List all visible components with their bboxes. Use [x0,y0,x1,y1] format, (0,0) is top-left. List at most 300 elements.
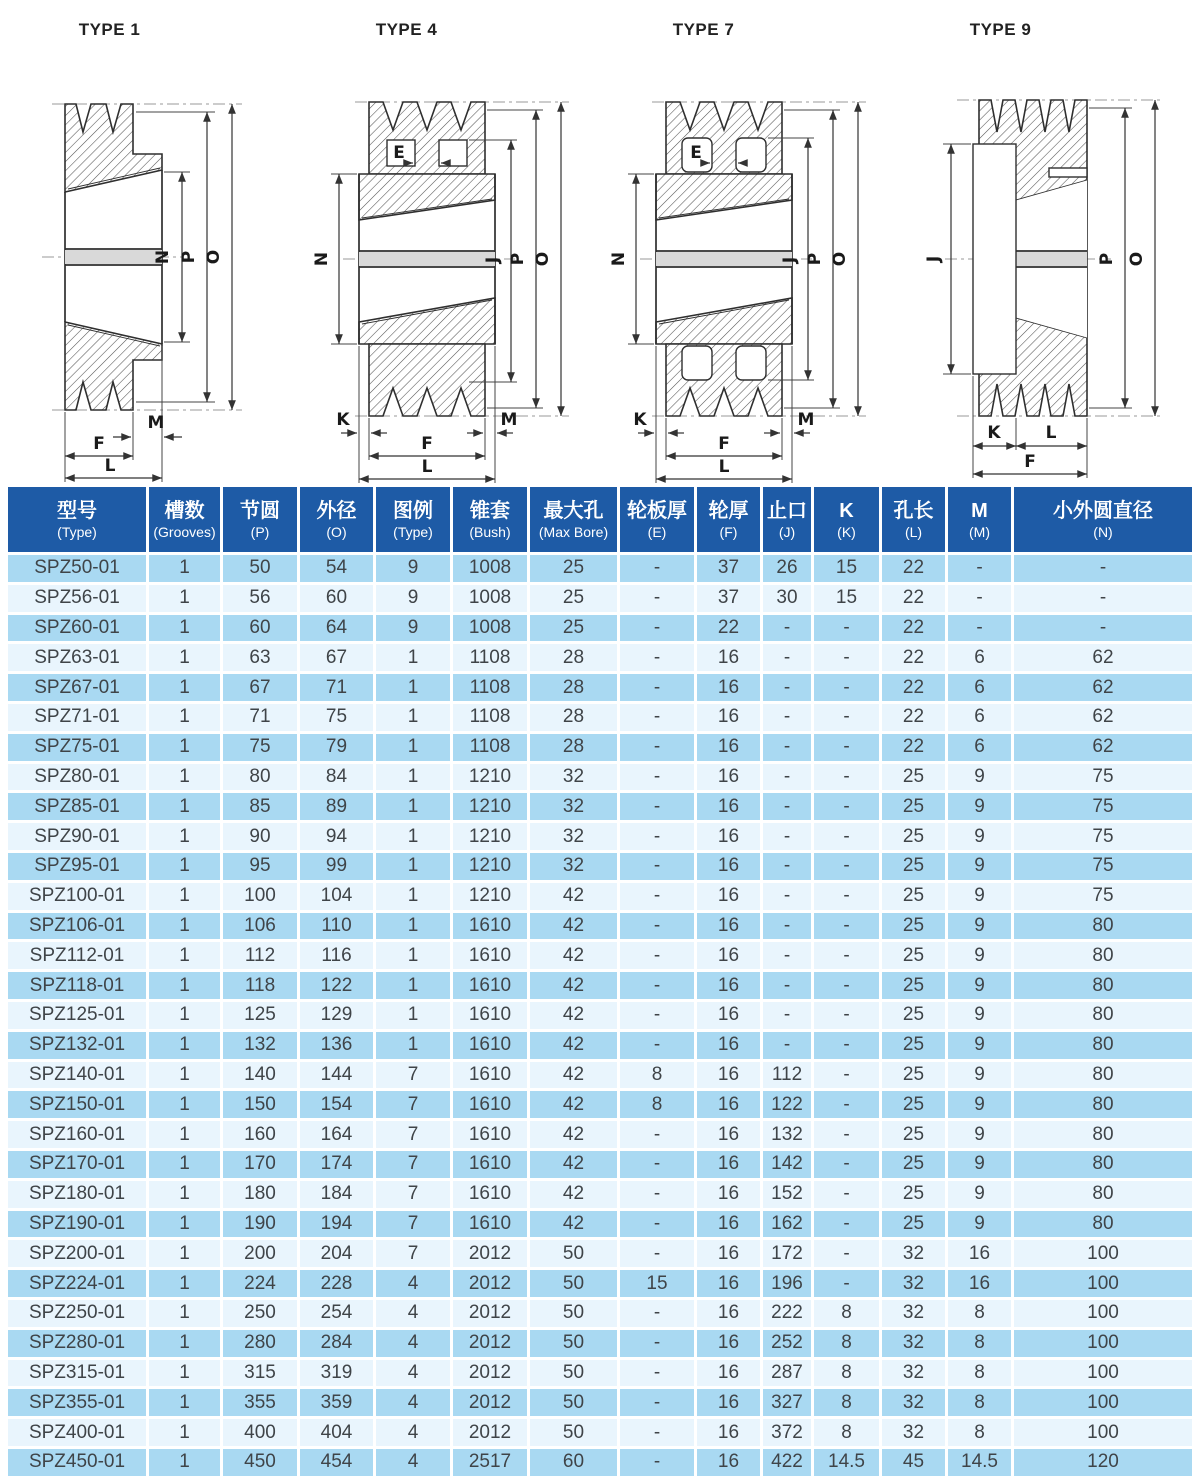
spec-cell: SPZ90-01 [8,820,146,850]
spec-cell: 1 [146,701,220,731]
spec-cell: - [945,582,1011,612]
dim-label-m: M [147,413,164,433]
table-row [8,1386,1192,1416]
spec-cell: 104 [297,880,373,910]
spec-cell: SPZ125-01 [8,999,146,1029]
spec-cell: 14.5 [811,1446,879,1476]
spec-cell: - [760,612,811,642]
column-header [373,487,450,552]
dim-label-l: L [1045,423,1056,443]
spec-cell: - [617,910,694,940]
spec-cell: - [617,1357,694,1387]
spec-cell: 37 [694,552,760,582]
column-header-cn: 型号 [57,499,97,522]
spec-cell: 60 [297,582,373,612]
column-header [146,487,220,552]
spec-cell: 9 [945,1029,1011,1059]
spec-cell: 2012 [450,1357,527,1387]
spec-cell: 16 [945,1267,1011,1297]
spec-cell: 75 [1011,790,1192,820]
spec-cell: 80 [1011,1118,1192,1148]
spec-cell: 1 [373,969,450,999]
table-row [8,999,1192,1029]
spec-cell: - [617,671,694,701]
spec-cell: 2012 [450,1297,527,1327]
spec-cell: SPZ190-01 [8,1208,146,1238]
dim-label-j: J [923,255,944,263]
spec-cell: 9 [945,1118,1011,1148]
spec-cell: 1 [146,850,220,880]
table-row [8,1297,1192,1327]
spec-cell: 56 [220,582,297,612]
spec-cell: 25 [879,1148,945,1178]
spec-cell: 359 [297,1386,373,1416]
spec-cell: 25 [879,790,945,820]
spec-cell: - [617,612,694,642]
spec-cell: 1 [146,969,220,999]
spec-cell: 4 [373,1416,450,1446]
spec-cell: 16 [694,850,760,880]
spec-cell: 25 [879,761,945,791]
spec-cell: 142 [760,1148,811,1178]
spec-cell: 160 [220,1118,297,1148]
spec-cell: 80 [1011,969,1192,999]
spec-cell: 25 [879,1208,945,1238]
spec-cell: 122 [297,969,373,999]
spec-cell: - [760,1029,811,1059]
spec-cell: 16 [694,1446,760,1476]
spec-cell: SPZ250-01 [8,1297,146,1327]
spec-cell: 132 [760,1118,811,1148]
spec-cell: 1610 [450,1059,527,1089]
spec-cell: 1 [146,939,220,969]
spec-cell: - [617,790,694,820]
spec-cell: - [811,999,879,1029]
spec-cell: 89 [297,790,373,820]
dim-label-f: F [92,434,105,454]
spec-cell: 1 [373,731,450,761]
spec-cell: 25 [527,612,617,642]
spec-cell: 2517 [450,1446,527,1476]
spec-cell: SPZ118-01 [8,969,146,999]
column-header-cn: 节圆 [240,499,280,522]
spec-cell: SPZ150-01 [8,1088,146,1118]
spec-cell: SPZ112-01 [8,939,146,969]
spec-cell: 32 [879,1416,945,1446]
spec-cell: 1008 [450,612,527,642]
dim-label-n: N [311,251,332,267]
spec-cell: 100 [1011,1297,1192,1327]
spec-cell: 100 [1011,1267,1192,1297]
spec-cell: - [811,1148,879,1178]
column-header-en: (P) [250,523,270,540]
spec-cell: SPZ85-01 [8,790,146,820]
spec-cell: - [1011,582,1192,612]
spec-cell: 28 [527,701,617,731]
diagram-title: TYPE 9 [969,20,1032,39]
spec-cell: 25 [879,1059,945,1089]
spec-cell: 284 [297,1327,373,1357]
spec-cell: - [617,701,694,731]
spec-cell: 194 [297,1208,373,1238]
spec-cell: - [811,1208,879,1238]
spec-cell: 42 [527,1208,617,1238]
spec-cell: 16 [694,671,760,701]
spec-cell: 14.5 [945,1446,1011,1476]
spec-cell: 75 [1011,761,1192,791]
spec-cell: 16 [694,790,760,820]
spec-cell: 112 [760,1059,811,1089]
spec-cell: 22 [694,612,760,642]
spec-cell: SPZ400-01 [8,1416,146,1446]
spec-cell: 15 [811,582,879,612]
spec-cell: 125 [220,999,297,1029]
spec-cell: - [811,1059,879,1089]
spec-cell: - [811,1029,879,1059]
spec-cell: - [617,552,694,582]
spec-cell: 100 [1011,1416,1192,1446]
spec-cell: 32 [879,1297,945,1327]
spec-cell: 32 [527,790,617,820]
spec-cell: - [617,1118,694,1148]
spec-cell: 7 [373,1088,450,1118]
diagram-title: TYPE 4 [375,20,438,39]
spec-cell: 154 [297,1088,373,1118]
spec-cell: SPZ106-01 [8,910,146,940]
spec-cell: 7 [373,1148,450,1178]
spec-cell: - [617,969,694,999]
column-header-en: (F) [719,523,738,540]
spec-cell: SPZ132-01 [8,1029,146,1059]
spec-cell: - [617,1029,694,1059]
spec-cell: 8 [811,1357,879,1387]
spec-cell: 32 [879,1237,945,1267]
spec-cell: 16 [694,1237,760,1267]
spec-cell: 94 [297,820,373,850]
spec-cell: 1 [146,1059,220,1089]
spec-cell: 62 [1011,641,1192,671]
spec-cell: 1 [146,1357,220,1387]
spec-cell: 180 [220,1178,297,1208]
spec-cell: SPZ80-01 [8,761,146,791]
spec-cell: 25 [527,552,617,582]
spec-cell: 25 [879,850,945,880]
spec-cell: 1 [146,1327,220,1357]
spec-cell: 129 [297,999,373,1029]
spec-cell: 1610 [450,1088,527,1118]
diagram-type-9 [897,0,1194,487]
spec-cell: 287 [760,1357,811,1387]
spec-cell: 1610 [450,939,527,969]
spec-cell: 450 [220,1446,297,1476]
dim-label-l: L [718,457,729,477]
spec-cell: - [811,761,879,791]
spec-cell: 16 [694,1118,760,1148]
spec-cell: - [811,1178,879,1208]
column-header [879,487,945,552]
spec-cell: 1 [146,1446,220,1476]
spec-cell: 32 [527,761,617,791]
header-row [8,487,1192,552]
spec-cell: 32 [879,1386,945,1416]
spec-cell: - [811,1237,879,1267]
spec-cell: 184 [297,1178,373,1208]
spec-cell: SPZ315-01 [8,1357,146,1387]
spec-cell: - [811,671,879,701]
spec-cell: 8 [617,1059,694,1089]
spec-cell: 95 [220,850,297,880]
spec-cell: 50 [527,1237,617,1267]
spec-cell: 2012 [450,1386,527,1416]
column-header-en: (Type) [393,523,433,540]
column-header-en: (O) [326,523,347,540]
spec-cell: 4 [373,1297,450,1327]
spec-cell: 2012 [450,1267,527,1297]
spec-cell: 26 [760,552,811,582]
spec-cell: 6 [945,641,1011,671]
table-row [8,1178,1192,1208]
table-row [8,939,1192,969]
diagram-title: TYPE 1 [78,20,141,39]
spec-cell: - [617,1327,694,1357]
spec-cell: - [760,999,811,1029]
spec-cell: 80 [1011,1029,1192,1059]
spec-cell: 22 [879,582,945,612]
spec-cell: 80 [1011,1208,1192,1238]
spec-cell: 1210 [450,880,527,910]
dim-label-p: P [507,252,528,266]
spec-cell: 75 [1011,850,1192,880]
spec-cell: 164 [297,1118,373,1148]
spec-cell: - [811,820,879,850]
spec-cell: 22 [879,612,945,642]
spec-cell: 9 [945,910,1011,940]
pulley-body [656,102,792,416]
spec-cell: SPZ95-01 [8,850,146,880]
spec-cell: 9 [373,612,450,642]
spec-table [8,487,1192,1476]
spec-cell: 25 [879,820,945,850]
spec-cell: 50 [527,1267,617,1297]
column-header [694,487,760,552]
spec-cell: 4 [373,1446,450,1476]
table-row [8,582,1192,612]
column-header-en: (L) [904,523,923,540]
spec-cell: 280 [220,1327,297,1357]
spec-cell: - [811,701,879,731]
spec-cell: 7 [373,1208,450,1238]
spec-cell: 8 [945,1327,1011,1357]
spec-cell: 9 [945,820,1011,850]
spec-cell: 1 [146,1118,220,1148]
table-row [8,1327,1192,1357]
spec-cell: SPZ56-01 [8,582,146,612]
spec-cell: 16 [694,1059,760,1089]
spec-cell: 75 [1011,820,1192,850]
dim-label-k: K [986,423,1001,443]
spec-cell: - [811,850,879,880]
table-row [8,1088,1192,1118]
spec-cell: - [945,612,1011,642]
spec-cell: 71 [297,671,373,701]
spec-cell: 80 [1011,1148,1192,1178]
spec-cell: 54 [297,552,373,582]
spec-cell: SPZ100-01 [8,880,146,910]
spec-cell: 50 [527,1357,617,1387]
spec-cell: 8 [945,1297,1011,1327]
spec-cell: 1210 [450,761,527,791]
column-header [297,487,373,552]
spec-cell: 80 [1011,939,1192,969]
spec-cell: 2012 [450,1237,527,1267]
spec-cell: 1610 [450,999,527,1029]
spec-cell: 25 [879,880,945,910]
spec-cell: 1 [146,820,220,850]
spec-cell: 75 [297,701,373,731]
diagram-type-4 [303,0,600,487]
spec-cell: 42 [527,1148,617,1178]
spec-cell: 28 [527,641,617,671]
spec-cell: 1 [146,641,220,671]
spec-cell: 1 [373,790,450,820]
spec-cell: 120 [1011,1446,1192,1476]
dim-label-o: O [829,251,850,267]
dim-label-f: F [1023,452,1036,472]
column-header [220,487,297,552]
pulley-cross-section-drawing [901,42,1191,487]
table-row [8,1267,1192,1297]
spec-cell: 1 [146,1208,220,1238]
spec-cell: 372 [760,1416,811,1446]
spec-cell: 1 [146,1267,220,1297]
column-header-cn: 槽数 [164,499,205,522]
table-row [8,552,1192,582]
table-row [8,761,1192,791]
spec-cell: 28 [527,671,617,701]
spec-cell: SPZ170-01 [8,1148,146,1178]
spec-cell: - [811,969,879,999]
spec-cell: - [617,880,694,910]
spec-cell: 15 [811,552,879,582]
spec-cell: 1610 [450,1118,527,1148]
spec-cell: - [760,641,811,671]
table-row [8,880,1192,910]
column-header-cn: 小外圆直径 [1053,499,1153,522]
spec-cell: SPZ200-01 [8,1237,146,1267]
spec-cell: 16 [694,1297,760,1327]
spec-cell: 144 [297,1059,373,1089]
spec-cell: 42 [527,910,617,940]
spec-cell: 118 [220,969,297,999]
spec-cell: 1610 [450,1178,527,1208]
pulley-cross-section-drawing [10,42,300,487]
spec-cell: 8 [945,1416,1011,1446]
spec-cell: - [617,641,694,671]
pulley-body [973,100,1087,416]
dim-label-e: E [689,143,702,163]
column-header [527,487,617,552]
spec-cell: 62 [1011,731,1192,761]
spec-cell: 32 [879,1267,945,1297]
spec-cell: 1610 [450,1148,527,1178]
spec-cell: 7 [373,1059,450,1089]
spec-cell: 228 [297,1267,373,1297]
spec-cell: SPZ160-01 [8,1118,146,1148]
table-row [8,1208,1192,1238]
column-header-en: (E) [647,523,667,540]
column-header-cn: M [971,499,988,522]
column-header-en: (N) [1093,523,1113,540]
pulley-body [359,102,495,416]
spec-cell: - [617,1297,694,1327]
spec-cell: 16 [945,1237,1011,1267]
spec-cell: 1 [146,1416,220,1446]
dim-label-k: K [335,410,350,430]
spec-cell: - [617,582,694,612]
spec-cell: 16 [694,999,760,1029]
spec-cell: 30 [760,582,811,612]
table-row [8,1446,1192,1476]
spec-cell: 1 [146,1386,220,1416]
table-row [8,1357,1192,1387]
spec-cell: 100 [220,880,297,910]
spec-cell: 1 [146,910,220,940]
table-row [8,1416,1192,1446]
spec-cell: 1108 [450,731,527,761]
spec-cell: 422 [760,1446,811,1476]
column-header-cn: 图例 [393,499,433,522]
column-header [1011,487,1192,552]
spec-cell: SPZ140-01 [8,1059,146,1089]
spec-cell: - [760,701,811,731]
spec-cell: 106 [220,910,297,940]
spec-cell: 79 [297,731,373,761]
spec-cell: 16 [694,1386,760,1416]
spec-cell: - [760,790,811,820]
spec-cell: 1 [373,1029,450,1059]
spec-cell: 16 [694,1178,760,1208]
spec-cell: 22 [879,552,945,582]
spec-cell: 16 [694,1148,760,1178]
spec-cell: SPZ355-01 [8,1386,146,1416]
spec-cell: 25 [879,1178,945,1208]
spec-cell: 1 [146,1237,220,1267]
spec-cell: 1 [373,939,450,969]
spec-cell: 1610 [450,969,527,999]
spec-cell: 162 [760,1208,811,1238]
spec-cell: 16 [694,939,760,969]
spec-cell: 80 [1011,1178,1192,1208]
spec-cell: 1 [146,582,220,612]
spec-cell: 1 [373,850,450,880]
spec-cell: 84 [297,761,373,791]
spec-cell: 67 [297,641,373,671]
table-row [8,1237,1192,1267]
spec-cell: 25 [527,582,617,612]
spec-cell: - [760,761,811,791]
spec-cell: - [617,1446,694,1476]
spec-cell: - [1011,612,1192,642]
spec-cell: 1 [146,671,220,701]
spec-cell: 9 [945,1059,1011,1089]
spec-cell: - [811,880,879,910]
spec-cell: 22 [879,731,945,761]
spec-cell: - [811,939,879,969]
spec-cell: - [760,969,811,999]
spec-cell: - [617,1237,694,1267]
spec-cell: 1008 [450,582,527,612]
spec-cell: SPZ60-01 [8,612,146,642]
